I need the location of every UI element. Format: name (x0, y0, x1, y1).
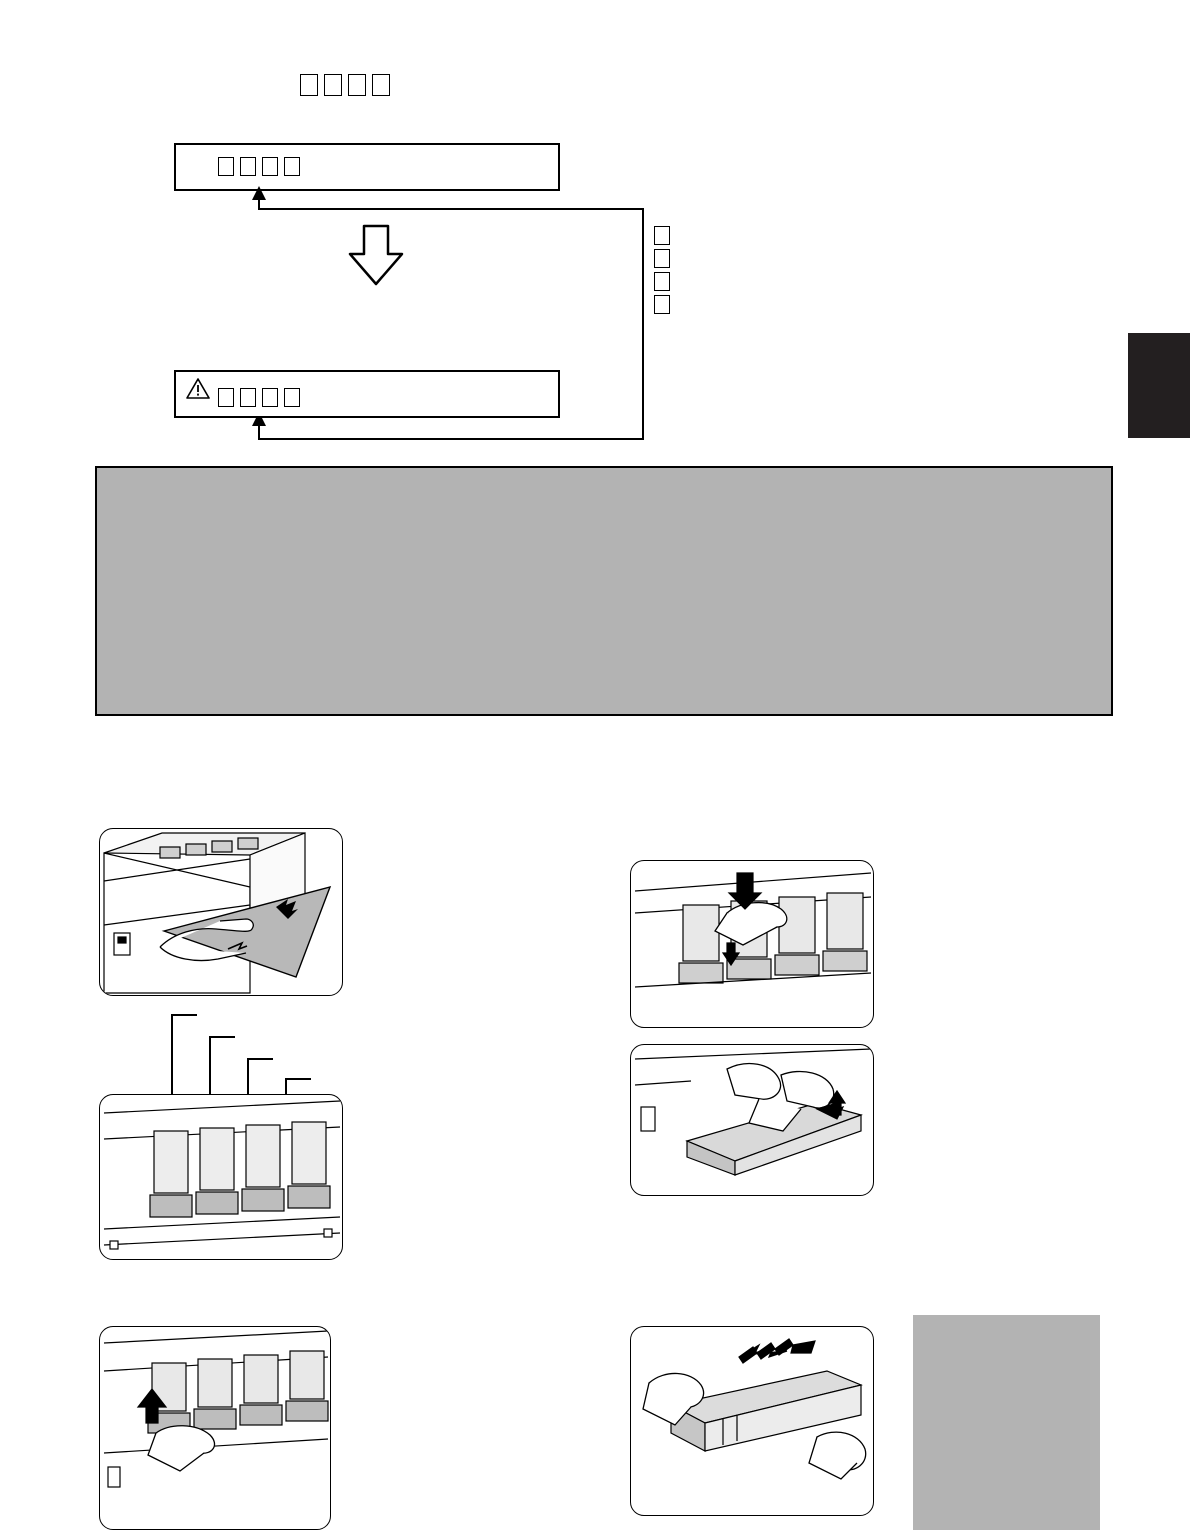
callout-arrowhead-icon (251, 186, 267, 202)
open-front-cover-illustration (99, 828, 343, 996)
callout-leader (247, 1058, 273, 1060)
callout-leader (209, 1036, 235, 1038)
callout-line (258, 438, 644, 440)
display-character-glyph (284, 157, 300, 176)
display-character-glyph (240, 157, 256, 176)
callout-leader (285, 1078, 311, 1080)
lift-lever-illustration (99, 1326, 331, 1530)
callout-line (642, 208, 644, 440)
display-character-glyph (324, 74, 342, 96)
warning-triangle-icon (186, 378, 210, 400)
display-character-glyph (654, 226, 670, 245)
display-character-row (218, 157, 300, 176)
display-character-glyph (284, 388, 300, 407)
display-character-glyph (372, 74, 390, 96)
message-display-warning (174, 370, 560, 418)
display-character-glyph (654, 249, 670, 268)
display-character-glyph (262, 157, 278, 176)
display-character-glyph (240, 388, 256, 407)
header-character-row (300, 74, 390, 96)
display-character-glyph (218, 157, 234, 176)
callout-line (258, 208, 644, 210)
press-lock-lever-illustration (630, 860, 874, 1028)
display-character-glyph (218, 388, 234, 407)
side-note-block (913, 1315, 1100, 1530)
pull-out-cartridge-illustration (630, 1044, 874, 1196)
callout-leader (171, 1014, 197, 1016)
callout-leader (209, 1036, 211, 1100)
shake-cartridge-illustration (630, 1326, 874, 1516)
cartridge-row-callout-group (99, 1010, 359, 1260)
message-display-normal (174, 143, 560, 191)
display-character-glyph (654, 272, 670, 291)
callout-leader (171, 1014, 173, 1098)
display-character-row (218, 388, 300, 407)
chapter-tab (1128, 333, 1190, 438)
side-character-stack (654, 226, 670, 314)
cartridge-row-illustration (99, 1094, 343, 1260)
display-character-glyph (348, 74, 366, 96)
display-character-glyph (654, 295, 670, 314)
note-panel (95, 466, 1113, 716)
display-character-glyph (300, 74, 318, 96)
display-character-glyph (262, 388, 278, 407)
down-arrow-icon (347, 224, 405, 286)
